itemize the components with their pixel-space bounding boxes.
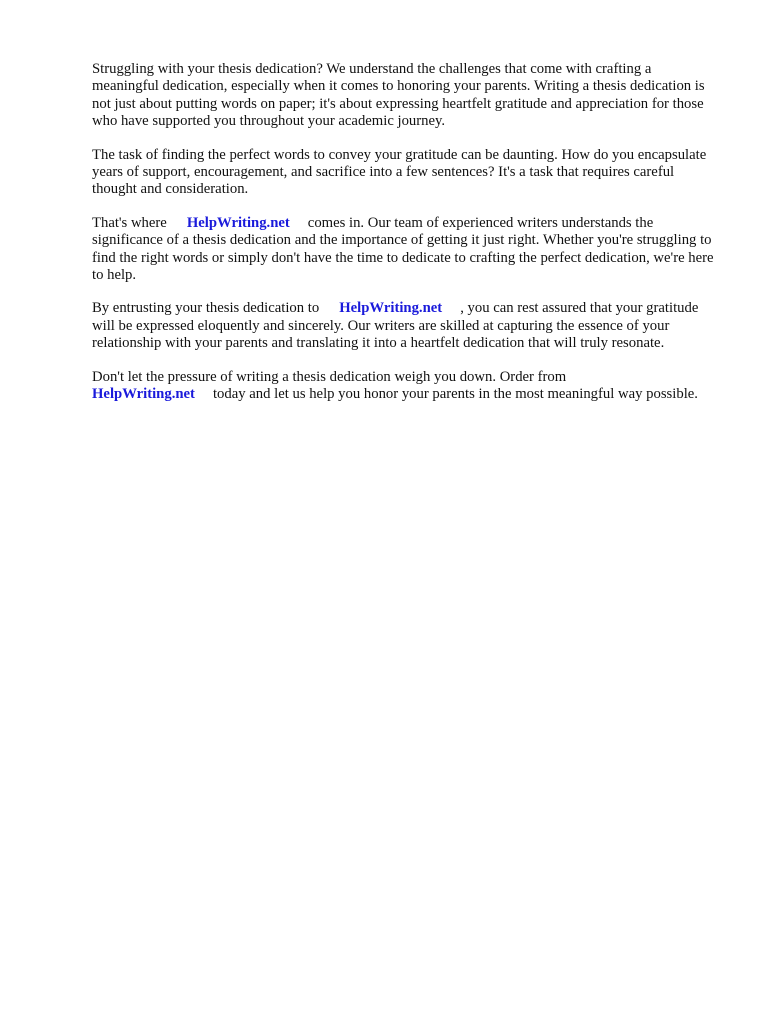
helpwriting-link-1[interactable]: HelpWriting.net [186, 214, 290, 231]
paragraph-service-rest: comes in. Our team of experienced writers understands the significance of a thesis dedication and the importance of getting it just right. Whether you're struggling to find the right words or simply don't have the time to dedicate to crafting the perfect dedication, we're here to help. [92, 214, 714, 284]
helpwriting-link-2[interactable]: HelpWriting.net [339, 300, 443, 317]
document-body [92, 61, 718, 420]
paragraph-order [92, 369, 718, 404]
paragraph-intro: Struggling with your thesis dedication? We understand the challenges that come with crafting a meaningful dedication, especially when it comes to honoring your parents. Writing a thesis dedication is not just about putting words on paper; it's about expressing heartfelt gratitude and appreciation for those who have supported you throughout your academic journey. [92, 61, 705, 130]
paragraph-entrust [92, 300, 718, 352]
paragraph-order-lead: Don't let the pressure of writing a thesis dedication weigh you down. Order from [92, 368, 567, 385]
helpwriting-link-3[interactable]: HelpWriting.net [92, 386, 195, 403]
paragraph-order-rest: today and let us help you honor your parents in the most meaningful way possible. [212, 386, 698, 403]
paragraph-service-lead: That's where [92, 214, 167, 231]
paragraph-entrust-lead: By entrusting your thesis dedication to [92, 300, 320, 317]
paragraph-task: The task of finding the perfect words to convey your gratitude can be daunting. How do you encapsulate years of support, encouragement, and sacrifice into a few sentences? It's a task that requires careful thought and consideration. [92, 146, 707, 198]
paragraph-service [92, 215, 718, 285]
paragraph-entrust-rest: , you can rest assured that your gratitude will be expressed eloquently and sincerely. Our writers are skilled at capturing the essence of your relationship with your parents and translating it into a heartfelt dedication that will truly resonate. [92, 300, 699, 352]
